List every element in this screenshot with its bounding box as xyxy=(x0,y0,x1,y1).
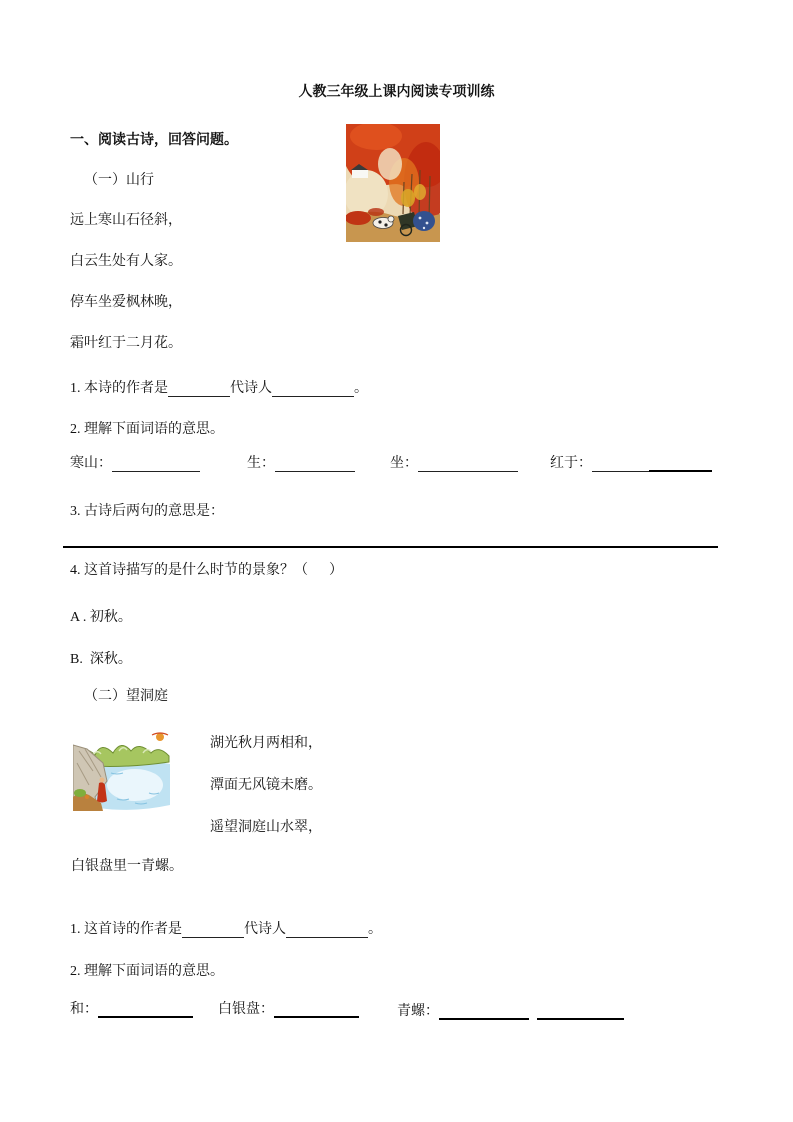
blank-gap xyxy=(529,1001,537,1015)
poem1-line: 霜叶红于二月花。 xyxy=(70,336,182,351)
answer-blank xyxy=(649,456,712,472)
s1-question-author xyxy=(70,380,368,397)
s2-question-words: 2. 理解下面词语的意思。 xyxy=(70,964,224,979)
term-label: 红于： xyxy=(550,456,592,471)
term-hongyu xyxy=(550,455,712,472)
term-label: 和： xyxy=(70,1002,98,1017)
answer-blank xyxy=(168,382,230,397)
question-text: 。 xyxy=(354,381,368,396)
poem1-line: 远上寒山石径斜， xyxy=(70,213,182,228)
poem2-line: 湖光秋月两相和， xyxy=(210,736,322,751)
term-label: 生： xyxy=(247,456,275,471)
option-b: B. 深秋。 xyxy=(70,652,132,667)
term-baiyinpan xyxy=(218,1001,359,1018)
term-label: 白银盘： xyxy=(218,1002,274,1017)
poem2-line: 遥望洞庭山水翠， xyxy=(210,820,322,835)
question-text: 代诗人 xyxy=(244,922,286,937)
question-text: 。 xyxy=(368,922,382,937)
shanxing-illustration xyxy=(346,124,440,242)
answer-line xyxy=(63,546,718,548)
question-text: 1. 本诗的作者是 xyxy=(70,381,168,396)
poem2-line: 潭面无风镜未磨。 xyxy=(210,778,322,793)
term-label: 寒山： xyxy=(70,456,112,471)
question-text: 代诗人 xyxy=(230,381,272,396)
term-he xyxy=(70,1001,193,1018)
question-text: 1. 这首诗的作者是 xyxy=(70,922,182,937)
term-label: 坐： xyxy=(390,456,418,471)
answer-blank xyxy=(592,457,649,472)
s1-question-meaning: 3. 古诗后两句的意思是： xyxy=(70,504,224,519)
answer-blank xyxy=(286,923,368,938)
answer-blank xyxy=(537,1004,624,1020)
answer-blank xyxy=(274,1002,359,1018)
answer-blank xyxy=(182,923,244,938)
s1-question-season: 4. 这首诗描写的是什么时节的景象？（ ） xyxy=(70,563,343,578)
page-title: 人教三年级上课内阅读专项训练 xyxy=(298,83,495,99)
term-label: 青螺： xyxy=(397,1004,439,1019)
section1-heading: 一、阅读古诗，回答问题。 xyxy=(70,131,238,147)
wangdongting-illustration xyxy=(73,729,173,811)
poem2-line: 白银盘里一青螺。 xyxy=(71,859,183,874)
option-a: A . 初秋。 xyxy=(70,610,132,625)
answer-blank xyxy=(112,457,200,472)
answer-blank xyxy=(98,1002,193,1018)
answer-blank xyxy=(439,1004,529,1020)
section2-subtitle: （二）望洞庭 xyxy=(84,689,168,704)
poem1-line: 白云生处有人家。 xyxy=(70,254,182,269)
s1-question-words: 2. 理解下面词语的意思。 xyxy=(70,422,224,437)
answer-blank xyxy=(272,382,354,397)
s2-question-author xyxy=(70,921,382,938)
term-hanshan xyxy=(70,455,200,472)
term-qingluo xyxy=(397,1001,624,1020)
poem1-line: 停车坐爱枫林晚， xyxy=(70,295,182,310)
section1-subtitle: （一）山行 xyxy=(84,173,154,188)
term-zuo xyxy=(390,455,518,472)
answer-blank xyxy=(275,457,355,472)
term-sheng xyxy=(247,455,355,472)
answer-blank xyxy=(418,457,518,472)
